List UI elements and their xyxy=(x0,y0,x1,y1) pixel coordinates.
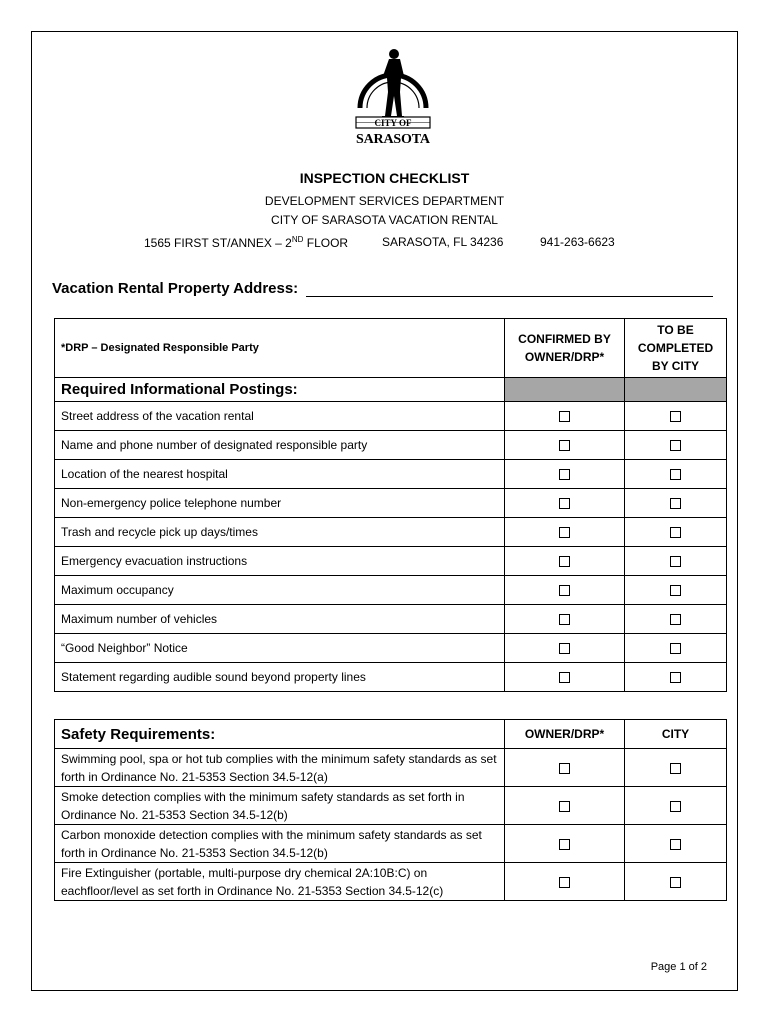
section-title-postings: Required Informational Postings: xyxy=(55,378,505,402)
row-label: Smoke detection complies with the minimum safety standards as set forth in Ordinance No. 21-5353 Section 34.5-12(b) xyxy=(55,787,505,825)
checkbox-cell xyxy=(505,825,625,863)
owner-checkbox[interactable] xyxy=(559,440,570,451)
city-checkbox[interactable] xyxy=(670,498,681,509)
office-address: 1565 FIRST ST/ANNEX – 2ND FLOOR xyxy=(144,235,349,250)
safety-requirements-table xyxy=(54,719,727,901)
page-number: Page 1 of 2 xyxy=(650,961,707,973)
checkbox-cell xyxy=(505,460,625,489)
row-label: Street address of the vacation rental xyxy=(55,402,505,431)
checkbox-cell xyxy=(505,663,625,692)
table-row xyxy=(55,576,727,605)
row-label: Trash and recycle pick up days/times xyxy=(55,518,505,547)
city-checkbox[interactable] xyxy=(670,527,681,538)
owner-checkbox[interactable] xyxy=(559,643,570,654)
owner-checkbox[interactable] xyxy=(559,411,570,422)
owner-checkbox[interactable] xyxy=(559,585,570,596)
checkbox-cell xyxy=(625,749,727,787)
owner-checkbox[interactable] xyxy=(559,672,570,683)
office-phone: 941-263-6623 xyxy=(540,235,615,249)
checkbox-cell xyxy=(625,489,727,518)
document-page xyxy=(31,31,738,991)
checkbox-cell xyxy=(625,402,727,431)
checkbox-cell xyxy=(625,576,727,605)
page-title: INSPECTION CHECKLIST xyxy=(299,170,470,186)
owner-checkbox[interactable] xyxy=(559,556,570,567)
city-checkbox[interactable] xyxy=(670,839,681,850)
table-row xyxy=(55,431,727,460)
property-address-field[interactable] xyxy=(306,296,713,297)
col-header-city: TO BE COMPLETED BY CITY xyxy=(625,319,727,378)
checkbox-cell xyxy=(505,489,625,518)
city-checkbox[interactable] xyxy=(670,469,681,480)
owner-checkbox[interactable] xyxy=(559,801,570,812)
shaded-cell xyxy=(625,378,727,402)
city-checkbox[interactable] xyxy=(670,763,681,774)
row-label: Fire Extinguisher (portable, multi-purpose dry chemical 2A:10B:C) on eachfloor/level as set forth in Ordinance No. 21-5353 Section 34.5-12(c) xyxy=(55,863,505,901)
checkbox-cell xyxy=(625,825,727,863)
city-checkbox[interactable] xyxy=(670,801,681,812)
checkbox-cell xyxy=(625,863,727,901)
checkbox-cell xyxy=(505,787,625,825)
row-label: Name and phone number of designated responsible party xyxy=(55,431,505,460)
checkbox-cell xyxy=(505,431,625,460)
checkbox-cell xyxy=(625,431,727,460)
checkbox-cell xyxy=(625,547,727,576)
row-label: Maximum occupancy xyxy=(55,576,505,605)
checkbox-cell xyxy=(625,787,727,825)
logo-bottom-text: SARASOTA xyxy=(356,132,430,147)
owner-checkbox[interactable] xyxy=(559,839,570,850)
table-row xyxy=(55,787,727,825)
checkbox-cell xyxy=(505,547,625,576)
city-checkbox[interactable] xyxy=(670,877,681,888)
shaded-cell xyxy=(505,378,625,402)
city-checkbox[interactable] xyxy=(670,556,681,567)
checkbox-cell xyxy=(625,663,727,692)
row-label: Non-emergency police telephone number xyxy=(55,489,505,518)
owner-checkbox[interactable] xyxy=(559,527,570,538)
owner-checkbox[interactable] xyxy=(559,498,570,509)
row-label: Carbon monoxide detection complies with the minimum safety standards as set forth in Ordinance No. 21-5353 Section 34.5-12(b) xyxy=(55,825,505,863)
logo-top-text: CITY OF xyxy=(374,118,412,128)
property-address-label: Vacation Rental Property Address: xyxy=(52,280,299,297)
table-row xyxy=(55,460,727,489)
owner-checkbox[interactable] xyxy=(559,763,570,774)
table-row xyxy=(55,402,727,431)
table-row xyxy=(55,605,727,634)
table-row xyxy=(55,749,727,787)
table-row xyxy=(55,663,727,692)
owner-checkbox[interactable] xyxy=(559,614,570,625)
checkbox-cell xyxy=(505,634,625,663)
table-row xyxy=(55,634,727,663)
checkbox-cell xyxy=(625,460,727,489)
row-label: “Good Neighbor” Notice xyxy=(55,634,505,663)
checkbox-cell xyxy=(505,402,625,431)
section-title-safety: Safety Requirements: xyxy=(55,720,505,749)
informational-postings-table xyxy=(54,318,727,692)
row-label: Location of the nearest hospital xyxy=(55,460,505,489)
checkbox-cell xyxy=(505,863,625,901)
program-name: CITY OF SARASOTA VACATION RENTAL xyxy=(271,213,498,227)
checkbox-cell xyxy=(505,605,625,634)
table-row xyxy=(55,518,727,547)
drp-note: *DRP – Designated Responsible Party xyxy=(55,319,505,378)
row-label: Swimming pool, spa or hot tub complies with the minimum safety standards as set forth in Ordinance No. 21-5353 Section 34.5-12(a) xyxy=(55,749,505,787)
row-label: Maximum number of vehicles xyxy=(55,605,505,634)
city-checkbox[interactable] xyxy=(670,643,681,654)
city-checkbox[interactable] xyxy=(670,614,681,625)
office-city-state: SARASOTA, FL 34236 xyxy=(382,235,504,249)
col-header-confirmed: CONFIRMED BY OWNER/DRP* xyxy=(505,319,625,378)
city-checkbox[interactable] xyxy=(670,440,681,451)
checkbox-cell xyxy=(505,749,625,787)
table-row xyxy=(55,825,727,863)
owner-checkbox[interactable] xyxy=(559,877,570,888)
city-of-sarasota-logo xyxy=(354,46,432,150)
checkbox-cell xyxy=(625,518,727,547)
city-checkbox[interactable] xyxy=(670,672,681,683)
checkbox-cell xyxy=(625,634,727,663)
city-checkbox[interactable] xyxy=(670,411,681,422)
col-header-city: CITY xyxy=(625,720,727,749)
department-name: DEVELOPMENT SERVICES DEPARTMENT xyxy=(264,194,505,208)
table-row xyxy=(55,863,727,901)
checkbox-cell xyxy=(505,518,625,547)
table-row xyxy=(55,489,727,518)
city-checkbox[interactable] xyxy=(670,585,681,596)
table-row xyxy=(55,547,727,576)
col-header-owner: OWNER/DRP* xyxy=(505,720,625,749)
row-label: Emergency evacuation instructions xyxy=(55,547,505,576)
checkbox-cell xyxy=(625,605,727,634)
checkbox-cell xyxy=(505,576,625,605)
row-label: Statement regarding audible sound beyond property lines xyxy=(55,663,505,692)
owner-checkbox[interactable] xyxy=(559,469,570,480)
